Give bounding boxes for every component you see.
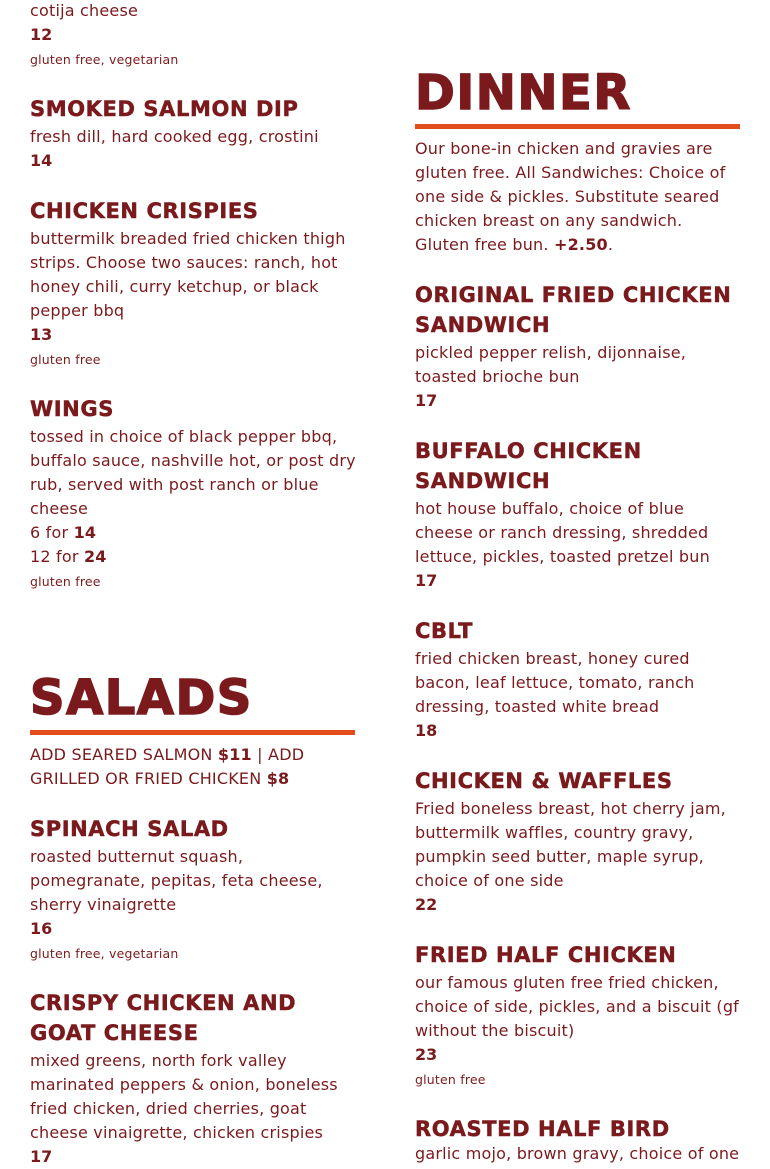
item-price: 17 <box>30 1147 53 1166</box>
item-tags: gluten free, vegetarian <box>30 946 179 961</box>
item-price: 13 <box>30 325 53 344</box>
item-price: 18 <box>415 721 438 740</box>
item-description: tossed in choice of black pepper bbq, buffalo sauce, nashville hot, or post dry rub, served with post ranch or blue cheese <box>30 427 356 518</box>
item-description: garlic mojo, brown gravy, choice of one <box>415 1144 740 1163</box>
item-description: buttermilk breaded fried chicken thigh strips. Choose two sauces: ranch, hot honey chili, curry ketchup, or black pepper bbq <box>30 229 346 320</box>
menu-item-title: CHICKEN & WAFFLES <box>415 769 673 793</box>
menu-item-title: CHICKEN CRISPIES <box>30 199 259 223</box>
menu-item-title: WINGS <box>30 397 114 421</box>
item-price: 22 <box>415 895 438 914</box>
item-tags: gluten free <box>30 574 101 589</box>
item-tags: gluten free <box>30 352 101 367</box>
item-tags: gluten free <box>415 1072 486 1087</box>
menu-item-title: SPINACH SALAD <box>30 817 229 841</box>
item-description: mixed greens, north fork valley marinated peppers & onion, boneless fried chicken, dried cherries, goat cheese vinaigrette, chicken crispies <box>30 1051 338 1142</box>
item-description: pickled pepper relish, dijonnaise, toasted brioche bun <box>415 343 687 386</box>
salad-add-on-note: ADD SEARED SALMON $11 | ADD GRILLED OR FRIED CHICKEN $8 <box>30 745 305 788</box>
section-heading-dinner: DINNER <box>415 65 632 121</box>
item-price: 24 <box>83 547 107 566</box>
menu-item-title: ROASTED HALF BIRD <box>415 1117 670 1141</box>
section-rule <box>415 124 740 129</box>
item-description: our famous gluten free fried chicken, choice of side, pickles, and a biscuit (gf without the biscuit) <box>415 973 740 1040</box>
item-description: cotija cheese <box>30 1 139 20</box>
price-line <box>30 545 360 569</box>
menu-item-title: BUFFALO CHICKEN SANDWICH <box>415 439 642 493</box>
dinner-intro: Our bone-in chicken and gravies are gluten free. All Sandwiches: Choice of one side & pickles. Substitute seared chicken breast on any sandwich. Gluten free bun. +2.50. <box>415 139 726 254</box>
price-qty: 6 for <box>30 523 74 542</box>
menu-item-title: FRIED HALF CHICKEN <box>415 943 677 967</box>
menu-item-title: CBLT <box>415 619 474 643</box>
item-price: 16 <box>30 919 53 938</box>
item-price: 14 <box>73 523 97 542</box>
item-description: fried chicken breast, honey cured bacon, leaf lettuce, tomato, ranch dressing, toasted white bread <box>415 649 695 716</box>
item-price: 23 <box>415 1045 438 1064</box>
menu-item-title: ORIGINAL FRIED CHICKEN SANDWICH <box>415 283 732 337</box>
menu-item-title: SMOKED SALMON DIP <box>30 97 299 121</box>
price-line <box>30 521 360 545</box>
price-qty: 12 for <box>30 547 84 566</box>
item-tags: gluten free, vegetarian <box>30 52 179 67</box>
section-heading-salads: SALADS <box>30 670 253 726</box>
item-price: 12 <box>30 25 53 44</box>
item-description: fresh dill, hard cooked egg, crostini <box>30 127 319 146</box>
menu-item-title: CRISPY CHICKEN AND GOAT CHEESE <box>30 991 297 1045</box>
item-price: 14 <box>30 151 53 170</box>
item-description: Fried boneless breast, hot cherry jam, buttermilk waffles, country gravy, pumpkin seed butter, maple syrup, choice of one side <box>415 799 726 890</box>
item-description: roasted butternut squash, pomegranate, pepitas, feta cheese, sherry vinaigrette <box>30 847 323 914</box>
item-description: hot house buffalo, choice of blue cheese or ranch dressing, shredded lettuce, pickles, toasted pretzel bun <box>415 499 710 566</box>
item-price: 17 <box>415 391 438 410</box>
section-rule <box>30 730 355 735</box>
item-price: 17 <box>415 571 438 590</box>
